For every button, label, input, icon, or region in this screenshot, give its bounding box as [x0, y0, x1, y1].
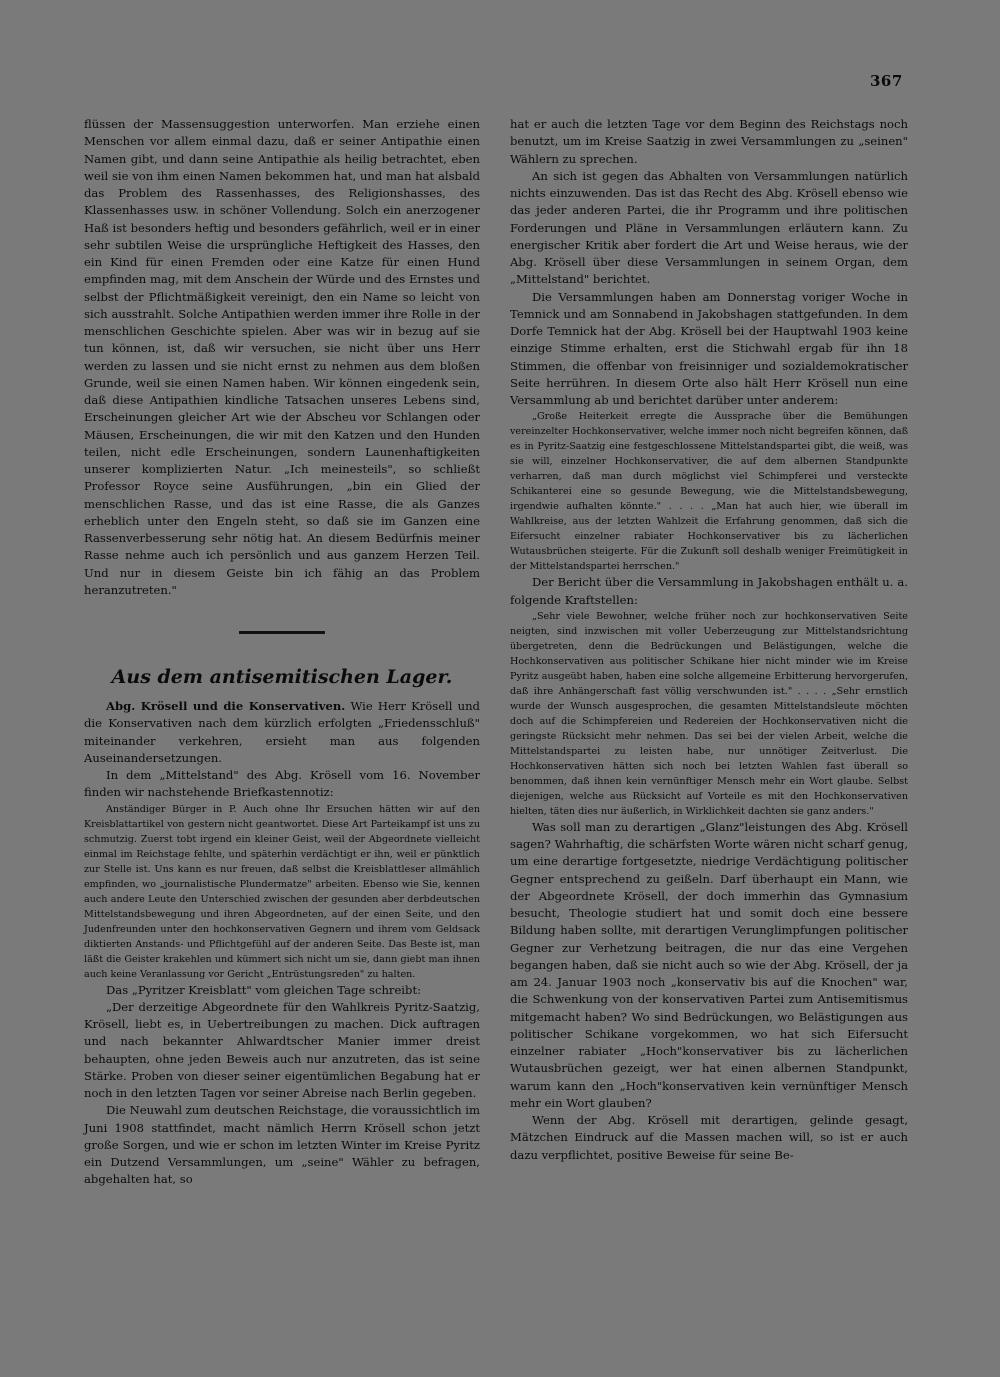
article-lead	[84, 698, 480, 767]
section-divider	[239, 631, 325, 634]
intro-paragraph: flüssen der Massensuggestion unterworfen. Man erziehe einen Menschen vor allem einmal dazu, daß er seiner Antipathie einen Namen gibt, und dann seine Antipathie als heilig betrachtet, eben weil sie von ihm einen Namen bekommen hat, und man hat alsbald das Problem des Rassenhasses, des Religionshasses, des Klassenhasses usw. in schöner Vollendung. Solch ein anerzogener Haß ist besonders heftig und besonders gefährlich, weil er in einer sehr subtilen Weise die ursprüngliche Heftigkeit des Hasses, den ein Kind für einen Fremden oder eine Katze für einen Hund empfinden mag, mit dem Anschein der Würde und des Ernstes und selbst der Pflichtmäßigkeit vereinigt, den ein Name so leicht von sich ausstrahlt. Solche Antipathien werden immer ihre Rolle in der menschlichen Geschichte spielen. Aber was wir in bezug auf sie tun können, ist, daß wir versuchen, sie nicht über uns Herr werden zu lassen und sie nicht ernst zu nehmen aus dem bloßen Grunde, weil sie einen Namen haben. Wir können eingedenk sein, daß diese Antipathien kindliche Tatsachen unseres Lebens sind, Erscheinungen gleicher Art wie der Abscheu vor Schlangen oder Mäusen, Erscheinungen, die wir mit den Katzen und den Hunden teilen, nicht edle Erscheinungen, sondern Launenhaftigkeiten unserer komplizierten Natur. „Ich meinesteils", so schließt Professor Royce seine Ausführungen, „bin ein Glied der menschlichen Rasse, und das ist eine Rasse, die als Ganzes erheblich unter den Engeln steht, so daß sie im Ganzen eine Rassenverbesserung sehr nötig hat. An diesem Bedürfnis meiner Rasse nehme auch ich persönlich und aus ganzem Herzen Teil. Und nur in diesem Geiste bin ich fähig an das Problem heranzutreten."	[84, 117, 480, 597]
paragraph: Wenn der Abg. Krösell mit derartigen, gelinde gesagt, Mätzchen Eindruck auf die Massen machen will, so ist er auch dazu verpflichtet, positive Beweise für seine Be-	[510, 1113, 908, 1162]
paragraph: In dem „Mittelstand" des Abg. Krösell vom 16. November finden wir nachstehende Briefkastennotiz:	[84, 768, 480, 800]
paragraph: An sich ist gegen das Abhalten von Versammlungen natürlich nichts einzuwenden. Das ist das Recht des Abg. Krösell ebenso wie das jeder anderen Partei, die ihr Programm und ihre politischen Forderungen und Pläne in Versammlungen erläutern kann. Zu energischer Kritik aber fordert die Art und Weise heraus, wie der Abg. Krösell über diese Versammlungen in seinem Organ, dem „Mittelstand" berichtet.	[510, 168, 908, 287]
quote-block: Anständiger Bürger in P. Auch ohne Ihr Ersuchen hätten wir auf den Kreisblattartikel von gestern nicht geantwortet. Diese Art Parteikampf ist uns zu schmutzig. Zuerst tobt irgend ein kleiner Geist, weil der Abgeordnete vielleicht einmal im Reichstage fehlte, und späterhin verdächtigt er ihn, weil er pünktlich zur Stelle ist. Uns kann es nur freuen, daß selbst die Kreisblattleser allmählich empfinden, wo „journalistische Plundermatze" arbeiten. Ebenso wie Sie, kennen auch andere Leute den Unterschied zwischen der gesunden aber derbdeutschen Mittelstandsbewegung und ihren Abgeordneten, auf der einen Seite, und den Judenfreunden unter den hochkonservativen Gegnern und ihrem vom Geldsack diktierten Anstands- und Pflichtgefühl auf der anderen Seite. Das Beste ist, man läßt die Geister krakehlen und kümmert sich nicht um sie, dann giebt man ihnen auch keine Veranlassung vor Gericht „Entrüstungsreden" zu halten.	[84, 803, 480, 980]
section-title: Aus dem antisemitischen Lager.	[111, 666, 453, 688]
quote-block: „Große Heiterkeit erregte die Aussprache über die Bemühungen vereinzelter Hochkonservativer, welche immer noch nicht begreifen können, daß es in Pyritz-Saatzig eine festgeschlossene Mittelstandspartei gibt, die weiß, was sie will, einzelner Hochkonservativer, die auf dem albernen Standpunkte verharren, daß man durch möglichst viel Schimpferei und versteckte Schikanterei eine so gesunde Bewegung, wie die Mittelstandsbewegung, irgendwie aufhalten könnte." . . . . „Man hat auch hier, wie überall im Wahlkreise, aus der letzten Wahlzeit die Erfahrung genommen, daß sich die Eifersucht einzelner rabiater Hochkonservativer bis zu lächerlichen Wutausbrüchen steigerte. Für die Zukunft soll deshalb weniger Freimütigkeit in der Mittelstandspartei herrschen."	[510, 411, 908, 573]
paragraph: Der Bericht über die Versammlung in Jakobshagen enthält u. a. folgende Kraftstellen:	[510, 575, 908, 607]
right-column	[510, 116, 908, 1164]
paragraph: Die Neuwahl zum deutschen Reichstage, die voraussichtlich im Juni 1908 stattfindet, macht nämlich Herrn Krösell schon jetzt große Sorgen, und wie er schon im letzten Winter im Kreise Pyritz ein Dutzend Versammlungen, um „seine" Wähler zu befragen, abgehalten hat, so	[84, 1103, 480, 1187]
paragraph: Das „Pyritzer Kreisblatt" vom gleichen Tage schreibt:	[106, 982, 422, 997]
quote-paragraph: „Der derzeitige Abgeordnete für den Wahlkreis Pyritz-Saatzig, Krösell, liebt es, in Uebertreibungen zu machen. Dick auftragen und nach bekannter Ahlwardtscher Manier immer dreist behaupten, ohne jeden Beweis auch nur anzutreten, das ist seine Stärke. Proben von dieser seiner eigentümlichen Begabung hat er noch in den letzten Tagen vor seiner Abreise nach Berlin gegeben.	[84, 999, 480, 1100]
article-subhead: Abg. Krösell und die Konservativen.	[106, 699, 346, 713]
paragraph: Was soll man zu derartigen „Glanz"leistungen des Abg. Krösell sagen? Wahrhaftig, die schärfsten Worte wären nicht scharf genug, um eine derartige fortgesetzte, niedrige Verdächtigung politischer Gegner entsprechend zu geißeln. Darf überhaupt ein Mann, wie der Abgeordnete Krösell, der doch immerhin das Gymnasium besucht, Theologie studiert hat und somit doch eine bessere Bildung haben sollte, mit derartigen Verunglimpfungen politischer Gegner zur Verhetzung beitragen, die nur das eine Vergehen begangen haben, daß sie nicht auch so wie der Abg. Krösell, der ja am 24. Januar 1903 noch „konservativ bis auf die Knochen" war, die Schwenkung von der konservativen Partei zum Antisemitismus mitgemacht haben? Wo sind Bedrückungen, wo Belästigungen aus politischer Schikane vorgekommen, wo hat sich Eifersucht einzelner rabiater „Hoch"konservativer bis zu lächerlichen Wutausbrüchen gezeigt, wer hat einen albernen Standpunkt, warum kann den „Hoch"konservativen kein vernünftiger Mensch mehr ein Wort glauben?	[510, 819, 908, 1110]
paragraph: Die Versammlungen haben am Donnerstag voriger Woche in Temnick und am Sonnabend in Jakobshagen stattgefunden. In dem Dorfe Temnick hat der Abg. Krösell bei der Hauptwahl 1903 keine einzige Stimme erhalten, erst die Stichwahl ergab für ihn 18 Stimmen, die offenbar von freisinniger und sozialdemokratischer Seite herrühren. In diesem Orte also hält Herr Krösell nun eine Versammlung ab und berichtet darüber unter anderem:	[510, 289, 908, 407]
quote-block: „Sehr viele Bewohner, welche früher noch zur hochkonservativen Seite neigten, sind inzwischen mit voller Ueberzeugung zur Mittelstandsrichtung übergetreten, denn die Bedrückungen und Belästigungen, welche die Hochkonservativen aus politischer Schikane hier nicht minder wie im Kreise Pyritz ausgeübt haben, haben eine solche allgemeine Erbitterung hervorgerufen, daß ihre Anhängerschaft fast völlig verschwunden ist." . . . . „Sehr ernstlich wurde der Wunsch ausgesprochen, die gesamten Mittelstandsleute möchten doch auf die Schimpfereien und Redereien der Hochkonservativen nicht die geringste Rücksicht mehr nehmen. Das sei bei der vielen Arbeit, welche die Mittelstandspartei zu leisten habe, nur unnötiger Zeitverlust. Die Hochkonservativen hätten sich noch bei letzten Wahlen fast überall so benommen, daß ihnen kein vernünftiger Mensch mehr ein Wort glaube. Selbst diejenigen, welche aus Rücksicht auf Vorteile es mit den Hochkonservativen hielten, täten dies nur äußerlich, in Wirklichkeit dachten sie ganz anders."	[510, 610, 908, 817]
left-column	[84, 116, 480, 1189]
article-lead-text: Wie Herr Krösell und die Konservativen nach dem kürzlich erfolgten „Friedensschluß" miteinander verkehren, ersieht man aus folgenden Auseinandersetzungen.	[84, 699, 480, 765]
page-number: 367	[870, 72, 903, 90]
paragraph: hat er auch die letzten Tage vor dem Beginn des Reichstags noch benutzt, um im Kreise Saatzig in zwei Versammlungen zu „seinen" Wählern zu sprechen.	[510, 117, 908, 166]
